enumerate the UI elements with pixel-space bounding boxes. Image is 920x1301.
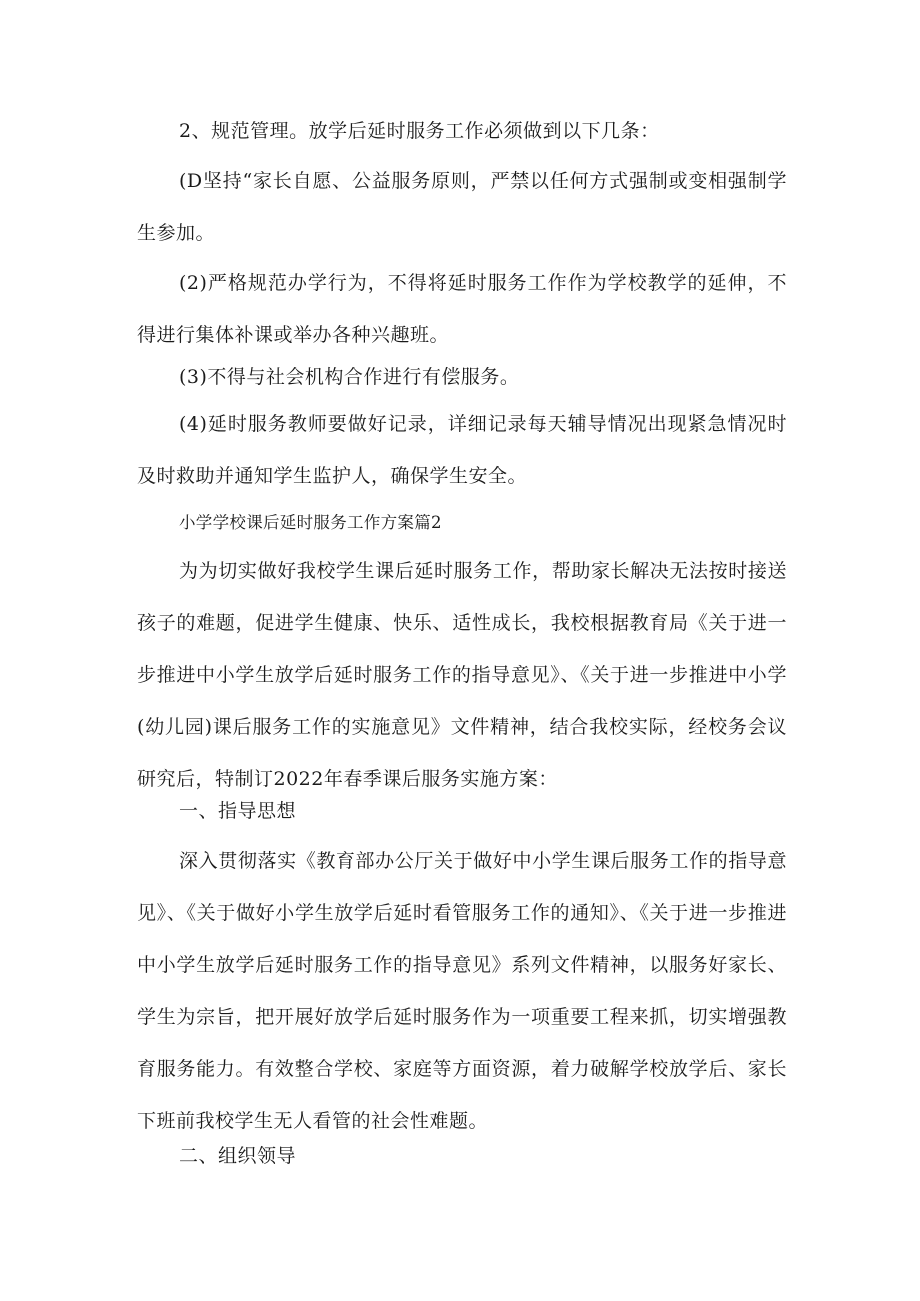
section-heading-organization: 二、组织领导 bbox=[179, 1145, 297, 1167]
paragraph-guiding-thought: 深入贯彻落实《教育部办公厅关于做好中小学生课后服务工作的指导意见》、《关于做好小学生放学后延时看管服务工作的通知》、《关于进一步推进中小学生放学后延时服务工作的指导意见》系列文件精神，以服务好家长、学生为宗旨，把开展好放学后延时服务作为一项重要工程来抓，切实增强教育服务能力。有效整合学校、家庭等方面资源，着力破解学校放学后、家长下班前我校学生无人看管的社会性难题。 bbox=[137, 850, 787, 1132]
section-title-plan-2: 小学学校课后延时服务工作方案篇2 bbox=[179, 513, 442, 532]
paragraph-regulation-heading: 2、规范管理。放学后延时服务工作必须做到以下几条： bbox=[179, 120, 660, 142]
paragraph-item-2: (2)严格规范办学行为，不得将延时服务工作作为学校教学的延伸，不得进行集体补课或举办各种兴趣班。 bbox=[137, 272, 787, 346]
paragraph-item-4: (4)延时服务教师要做好记录，详细记录每天辅导情况出现紧急情况时及时救助并通知学生监护人，确保学生安全。 bbox=[137, 413, 787, 487]
section-heading-guiding-thought: 一、指导思想 bbox=[179, 800, 297, 822]
paragraph-item-3: (3)不得与社会机构合作进行有偿服务。 bbox=[179, 366, 520, 388]
paragraph-item-1: (D坚持“家长自愿、公益服务原则，严禁以任何方式强制或变相强制学生参加。 bbox=[137, 170, 787, 244]
paragraph-intro: 为为切实做好我校学生课后延时服务工作，帮助家长解决无法按时接送孩子的难题，促进学生健康、快乐、适性成长，我校根据教育局《关于进一步推进中小学生放学后延时服务工作的指导意见》、《关于进一步推进中小学(幼儿园)课后服务工作的实施意见》文件精神，结合我校实际，经校务会议研究后，特制订2022年春季课后服务实施方案： bbox=[137, 560, 787, 790]
